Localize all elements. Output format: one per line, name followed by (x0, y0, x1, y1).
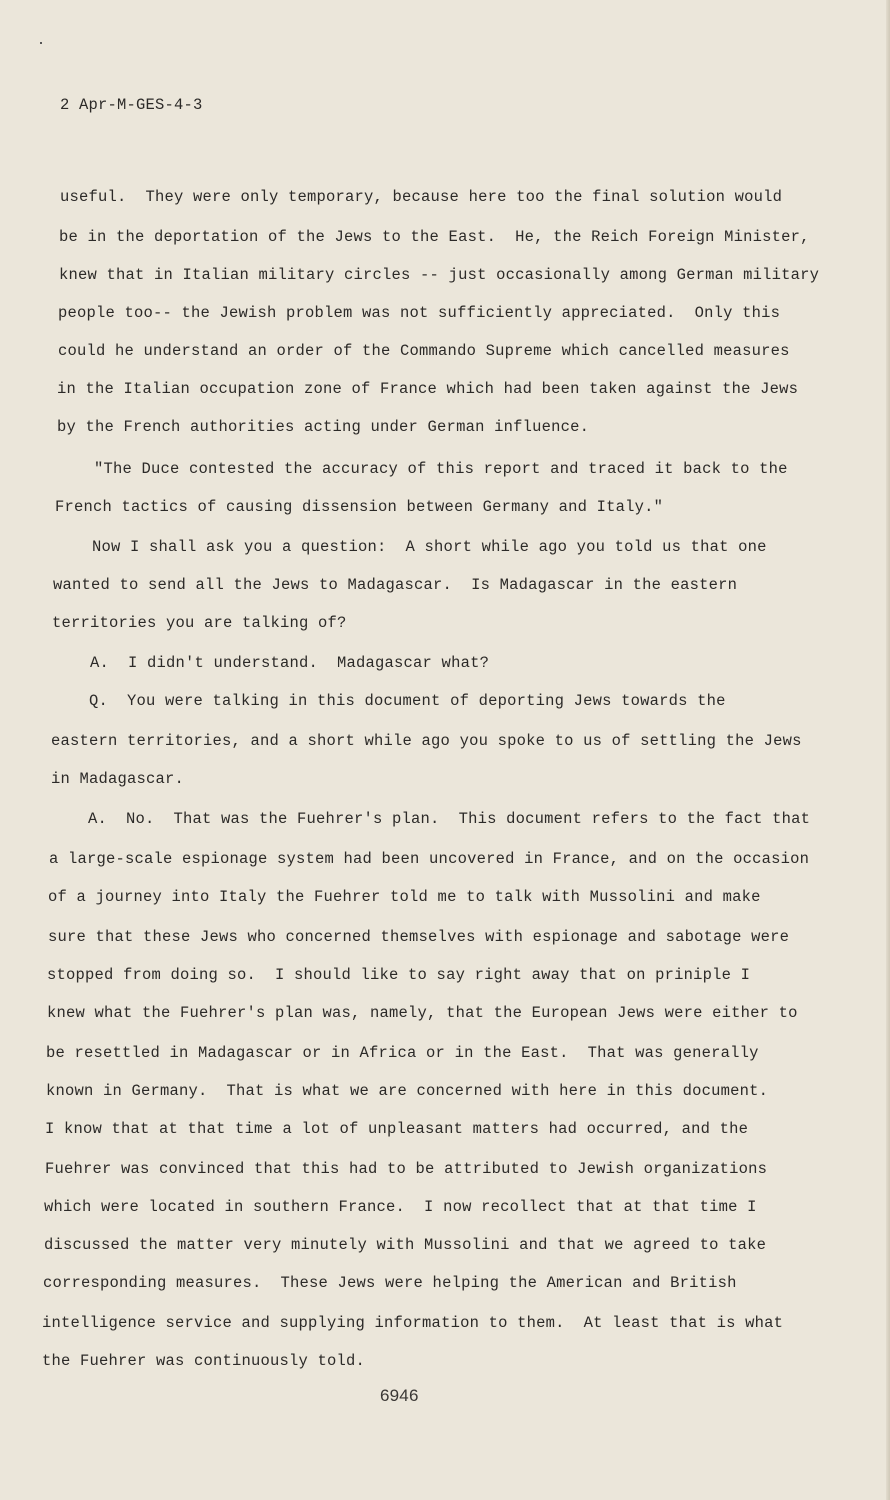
body-line: people too-- the Jewish problem was not sufficiently appreciated. Only this (58, 304, 781, 322)
body-line: A. I didn't understand. Madagascar what? (52, 654, 490, 672)
body-line: territories you are talking of? (52, 614, 347, 632)
body-line: "The Duce contested the accuracy of this report and traced it back to the (56, 460, 788, 478)
body-line: wanted to send all the Jews to Madagascar. Is Madagascar in the eastern (53, 576, 738, 594)
body-line: intelligence service and supplying information to them. At least that is what (42, 1314, 784, 1332)
body-line: be in the deportation of the Jews to the East. He, the Reich Foreign Minister, (59, 228, 810, 246)
body-line: known in Germany. That is what we are concerned with here in this document. (46, 1082, 769, 1100)
body-line: could he understand an order of the Commando Supreme which cancelled measures (58, 342, 790, 360)
body-line: eastern territories, and a short while ago you spoke to us of settling the Jews (51, 732, 802, 750)
body-line: Now I shall ask you a question: A short while ago you told us that one (54, 538, 767, 556)
body-line: useful. They were only temporary, because here too the final solution would (60, 188, 783, 206)
body-line: discussed the matter very minutely with Mussolini and that we agreed to take (44, 1236, 767, 1254)
body-line: the Fuehrer was continuously told. (42, 1352, 366, 1370)
body-line: corresponding measures. These Jews were helping the American and British (43, 1274, 737, 1292)
body-line: stopped from doing so. I should like to say right away that on priniple I (47, 966, 751, 984)
body-line: A. No. That was the Fuehrer's plan. This document refers to the fact that (50, 810, 811, 828)
margin-speck (40, 42, 42, 44)
body-line: Q. You were talking in this document of deporting Jews towards the (51, 692, 726, 710)
body-line: French tactics of causing dissension between Germany and Italy." (55, 498, 664, 516)
body-line: a large-scale espionage system had been uncovered in France, and on the occasion (49, 850, 810, 868)
body-line: in the Italian occupation zone of France which had been taken against the Jews (57, 380, 799, 398)
body-line: I know that at that time a lot of unpleasant matters had occurred, and the (45, 1120, 749, 1138)
body-line: in Madagascar. (51, 770, 185, 788)
body-line: of a journey into Italy the Fuehrer told me to talk with Mussolini and make (48, 888, 761, 906)
body-line: which were located in southern France. I now recollect that at that time I (44, 1198, 757, 1216)
body-line: knew that in Italian military circles -- just occasionally among German military (59, 266, 820, 284)
page-number: 6946 (380, 1386, 419, 1405)
body-line: by the French authorities acting under German influence. (57, 418, 590, 436)
body-line: be resettled in Madagascar or in Africa or in the East. That was generally (46, 1044, 759, 1062)
body-line: knew what the Fuehrer's plan was, namely, that the European Jews were either to (47, 1004, 798, 1022)
page-edge (886, 0, 890, 1500)
document-reference: 2 Apr-M-GES-4-3 (60, 96, 203, 114)
body-line: sure that these Jews who concerned themselves with espionage and sabotage were (48, 928, 790, 946)
body-line: Fuehrer was convinced that this had to be attributed to Jewish organizations (45, 1160, 768, 1178)
